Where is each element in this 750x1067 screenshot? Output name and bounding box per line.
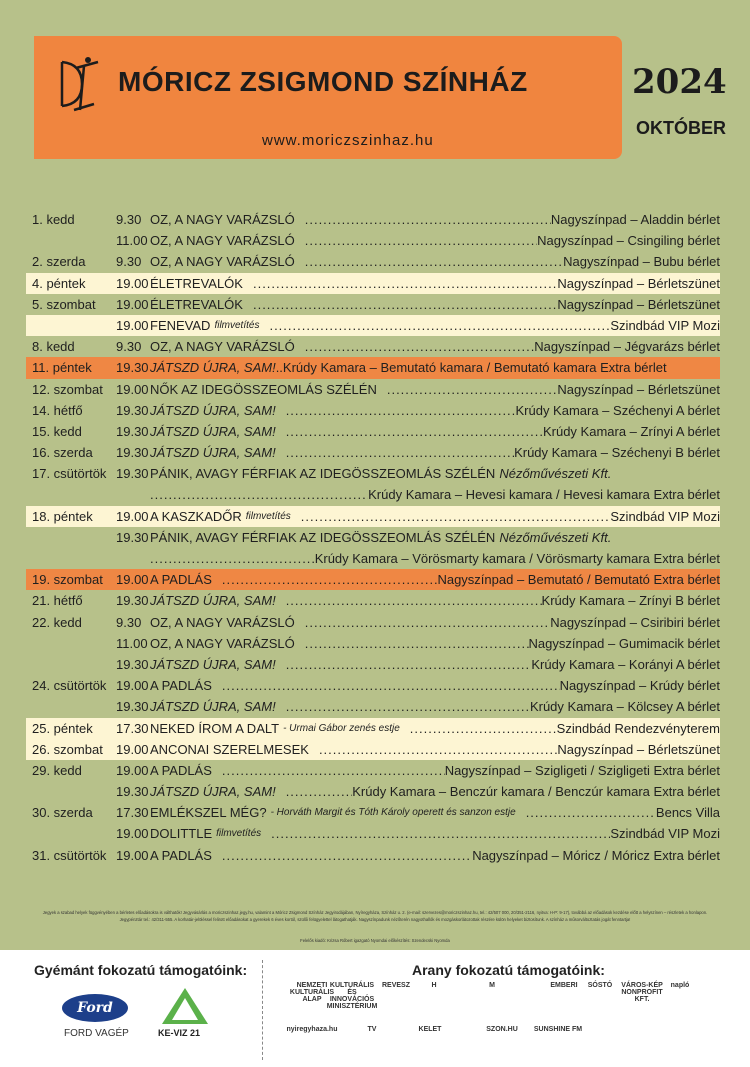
date-day: 1. kedd (32, 212, 75, 227)
row-content (150, 273, 720, 294)
venue-season: Nagyszínpad – Krúdy bérlet (559, 678, 720, 694)
row-content (150, 760, 720, 781)
header-banner (34, 36, 622, 159)
schedule-row (26, 336, 720, 357)
time: 17.30 (116, 720, 149, 736)
show-title: OZ, A NAGY VARÁZSLÓ (150, 635, 295, 651)
dot-leader (301, 506, 611, 527)
schedule-row (26, 442, 720, 463)
schedule-row (26, 273, 720, 294)
gold-sponsor-logo: napló (670, 982, 690, 989)
time: 9.30 (116, 254, 142, 270)
dot-leader (410, 718, 557, 739)
dot-leader (305, 251, 563, 272)
show-title: OZ, A NAGY VARÁZSLÓ (150, 254, 295, 270)
program-list (26, 209, 720, 866)
schedule-row (26, 294, 720, 315)
dot-leader (286, 654, 532, 675)
dot-leader (150, 484, 368, 505)
time: 9.30 (116, 339, 142, 355)
gold-sponsor-logo: nyiregyhaza.hu (286, 1026, 338, 1033)
time: 19.00 (116, 317, 149, 333)
time: 19.30 (116, 529, 149, 545)
divider (262, 960, 263, 1060)
show-title: A PADLÁS (150, 847, 212, 863)
schedule-row (26, 823, 720, 844)
dot-leader (286, 696, 530, 717)
schedule-row (26, 633, 720, 654)
gold-sponsors-heading: Arany fokozatú támogatóink: (412, 962, 605, 978)
date-day: 22. kedd (32, 614, 82, 630)
row-content (150, 633, 720, 654)
time: 19.30 (116, 466, 149, 482)
time: 17.30 (116, 805, 149, 821)
time: 19.00 (116, 275, 149, 291)
time: 19.00 (116, 296, 149, 312)
time: 19.00 (116, 847, 149, 863)
row-content (150, 421, 720, 442)
dot-leader (253, 273, 557, 294)
venue-season: Krúdy Kamara – Hevesi kamara / Hevesi kamara Extra bérlet (368, 487, 720, 503)
schedule-row (26, 612, 720, 633)
row-content (150, 357, 720, 378)
fineprint: Jegyek a szabad helyek függvényében a bérletes előadásokra is válthatók! Jegyvásárlás a moriczszinhaz.jegy.hu, valamint a Móricz Zsigmond Színház Jegyirodájában, Nyíregyháza, Színház u. 2. (e-mail: szervezes@moriczszinhaz.hu, tel.: 42/507 000, 20/351-2116, nyitva: H-P: 9-17), továbbá az előadások kezdése előtt a helyszínen – részletek a honlapon. Jegypénztár tel.: 42/311-555. A korhatár-jelöléssel felirott előadásokat a gyerekek 6 éves kortól, szülői felügyelettel látogathatják. Nagyszínpadunk nézőterén nagyothallók és mozgáskorlátozottak részére külön helyeket biztosítunk. A színház a műsorváltoztatás jogát fenntartja! (42, 910, 708, 922)
dot-leader (305, 612, 550, 633)
time: 19.00 (116, 678, 149, 694)
gold-sponsor-logo: SUNSHINE FM (533, 1026, 583, 1033)
schedule-row (26, 739, 720, 760)
venue-season: Krúdy Kamara – Kölcsey A bérlet (529, 699, 720, 715)
venue-season: Krúdy Kamara – Zrínyi A bérlet (542, 423, 720, 439)
date-day: 2. szerda (32, 254, 86, 270)
time: 19.30 (116, 656, 149, 672)
date-day: 16. szerda (32, 445, 93, 461)
show-note: - Urmai Gábor zenés estje (283, 722, 400, 734)
row-content (150, 675, 720, 696)
show-title: OZ, A NAGY VARÁZSLÓ (150, 212, 295, 227)
dot-leader (286, 421, 543, 442)
show-title: JÁTSZD ÚJRA, SAM! (150, 593, 276, 609)
dot-leader (286, 781, 353, 802)
row-content (150, 209, 720, 230)
dot-leader (271, 823, 610, 844)
schedule-row (26, 760, 720, 781)
date-day: 25. péntek (32, 720, 93, 736)
show-title: JÁTSZD ÚJRA, SAM! (150, 784, 276, 800)
row-content (150, 781, 720, 802)
show-title: A PADLÁS (150, 678, 212, 694)
schedule-row (26, 675, 720, 696)
show-title: OZ, A NAGY VARÁZSLÓ (150, 339, 295, 355)
row-content (150, 823, 720, 844)
dot-leader (222, 569, 438, 590)
row-content (150, 506, 720, 527)
venue-season: Nagyszínpad – Jégvarázs bérlet (534, 339, 720, 355)
venue-season: Szindbád VIP Mozi (610, 317, 720, 333)
ford-logo: Ford (62, 994, 128, 1022)
venue-season: Nagyszínpad – Bérletszünet (557, 275, 720, 291)
venue-season: Krúdy Kamara – Széchenyi B bérlet (514, 445, 720, 461)
show-title: DOLITTLE (150, 826, 213, 842)
date-day: 24. csütörtök (32, 678, 107, 694)
row-content (150, 548, 720, 569)
row-content (150, 251, 720, 272)
schedule-row (26, 845, 720, 866)
date-day: 11. péntek (32, 360, 92, 376)
diamond-sponsors-heading: Gyémánt fokozatú támogatóink: (34, 962, 248, 978)
time: 19.00 (116, 826, 149, 842)
time: 9.30 (116, 212, 142, 227)
schedule-row (26, 569, 720, 590)
row-content (150, 654, 720, 675)
show-title: PÁNIK, AVAGY FÉRFIAK AZ IDEGÖSSZEOMLÁS SZÉLÉN (150, 529, 496, 545)
row-content (150, 400, 720, 421)
gold-sponsor-logo: VÁROS-KÉP NONPROFIT KFT. (621, 982, 663, 1003)
date-day: 17. csütörtök (32, 466, 107, 482)
date-day: 15. kedd (32, 423, 82, 439)
show-title: A PADLÁS (150, 762, 212, 778)
show-title: JÁTSZD ÚJRA, SAM! (150, 423, 276, 439)
schedule-row (26, 696, 720, 717)
schedule-row (26, 357, 720, 378)
venue-season: Nagyszínpad – Bemutató / Bemutató Extra bérlet (437, 572, 720, 588)
schedule-row (26, 484, 720, 505)
row-content (150, 590, 720, 611)
show-note: filmvetítés (245, 510, 291, 522)
gold-sponsor-logo: SZON.HU (486, 1026, 518, 1033)
producer: Nézőművészeti Kft. (499, 466, 612, 482)
row-content (150, 739, 720, 760)
show-title: EMLÉKSZEL MÉG? (150, 805, 267, 821)
date-day: 4. péntek (32, 275, 86, 291)
time: 19.30 (116, 699, 149, 715)
dot-leader (286, 442, 514, 463)
show-title: ÉLETREVALÓK (150, 296, 243, 312)
venue-season: Nagyszínpad – Bérletszünet (557, 381, 720, 397)
row-content (150, 294, 720, 315)
venue-season: Szindbád Rendezvényterem (556, 720, 720, 736)
dot-leader (222, 845, 472, 866)
date-day: 12. szombat (32, 381, 103, 397)
venue-season: Nagyszínpad – Bubu bérlet (563, 254, 720, 270)
venue-season: Krúdy Kamara – Benczúr kamara / Benczúr kamara Extra bérlet (352, 784, 720, 800)
date-day: 14. hétfő (32, 402, 83, 418)
dot-leader (305, 209, 551, 230)
gold-sponsor-logo: SÓSTÓ (587, 982, 613, 989)
schedule-row (26, 209, 720, 230)
dot-leader (305, 633, 529, 654)
keviz-name: KE-VIZ 21 (158, 1028, 201, 1038)
show-title: NŐK AZ IDEGÖSSZEOMLÁS SZÉLÉN (150, 381, 377, 397)
venue-season: Krúdy Kamara – Zrínyi B bérlet (541, 593, 720, 609)
time: 19.30 (116, 445, 149, 461)
dot-leader (222, 760, 445, 781)
row-content (150, 484, 720, 505)
venue-season: Nagyszínpad – Csingiling bérlet (537, 233, 720, 249)
row-content (150, 315, 720, 336)
time: 19.00 (116, 381, 149, 397)
schedule-row (26, 548, 720, 569)
time: 19.00 (116, 762, 149, 778)
gold-sponsor-logo: H (431, 982, 437, 989)
dot-leader (387, 379, 558, 400)
show-title: JÁTSZD ÚJRA, SAM! (150, 402, 276, 418)
show-title: A KASZKADŐR (150, 508, 242, 524)
date-day: 31. csütörtök (32, 847, 107, 863)
dot-leader (319, 739, 557, 760)
gold-sponsor-logo: KELET (418, 1026, 442, 1033)
schedule-row (26, 506, 720, 527)
schedule-row (26, 463, 720, 484)
venue-season: Krúdy Kamara – Korányi A bérlet (531, 656, 720, 672)
date-day: 30. szerda (32, 805, 93, 821)
venue-season: Nagyszínpad – Szigligeti / Szigligeti Extra bérlet (444, 762, 720, 778)
dot-leader (222, 675, 560, 696)
show-note: filmvetítés (216, 828, 262, 840)
venue-season: Szindbád VIP Mozi (610, 508, 720, 524)
show-title: ANCONAI SZERELMESEK (150, 741, 309, 757)
dot-leader (305, 230, 537, 251)
dot-leader (526, 802, 656, 823)
schedule-row (26, 590, 720, 611)
schedule-row (26, 718, 720, 739)
date-day: 18. péntek (32, 508, 93, 524)
dot-leader (286, 590, 542, 611)
row-content (150, 802, 720, 823)
row-content (150, 230, 720, 251)
show-note: filmvetítés (214, 319, 260, 331)
dot-leader (269, 315, 610, 336)
schedule-row (26, 802, 720, 823)
show-note: - Horváth Margit és Tóth Károly operett és sanzon estje (270, 807, 516, 819)
time: 11.00 (116, 233, 148, 249)
show-title: OZ, A NAGY VARÁZSLÓ (150, 233, 295, 249)
venue-season: Krúdy Kamara – Széchenyi A bérlet (515, 402, 720, 418)
date-day: 26. szombat (32, 741, 103, 757)
row-content (150, 336, 720, 357)
producer: Nézőművészeti Kft. (499, 529, 612, 545)
keviz-logo-icon (160, 986, 210, 1026)
year: 2024 (632, 62, 727, 102)
sponsors-section (0, 950, 750, 1067)
venue-season: Nagyszínpad – Bérletszünet (557, 296, 720, 312)
show-title: A PADLÁS (150, 572, 212, 588)
row-content (150, 718, 720, 739)
row-content (150, 442, 720, 463)
row-content (150, 845, 720, 866)
time: 19.30 (116, 423, 149, 439)
venue-season: Bencs Villa (655, 805, 720, 821)
schedule-row (26, 421, 720, 442)
venue-season: Nagyszínpad – Gumimacik bérlet (528, 635, 720, 651)
show-title: OZ, A NAGY VARÁZSLÓ (150, 614, 295, 630)
time: 19.00 (116, 508, 149, 524)
date-day: 29. kedd (32, 762, 82, 778)
show-title: JÁTSZD ÚJRA, SAM! (150, 445, 276, 461)
schedule-row (26, 379, 720, 400)
gold-sponsor-logo: NEMZETI KULTURÁLIS ALAP (289, 982, 335, 1003)
schedule-row (26, 230, 720, 251)
schedule-row (26, 781, 720, 802)
time: 19.30 (116, 402, 149, 418)
row-content (150, 527, 720, 548)
ford-vagep-name: FORD VAGÉP (64, 1028, 129, 1039)
venue-season: Szindbád VIP Mozi (610, 826, 720, 842)
show-title: ÉLETREVALÓK (150, 275, 243, 291)
show-title: JÁTSZD ÚJRA, SAM! (150, 656, 276, 672)
show-title: JÁTSZD ÚJRA, SAM! (150, 360, 276, 376)
schedule-row (26, 400, 720, 421)
month: OKTÓBER (636, 118, 726, 138)
venue-season: Nagyszínpad – Aladdin bérlet (550, 212, 720, 227)
time: 19.30 (116, 784, 149, 800)
row-content (150, 612, 720, 633)
time: 19.30 (116, 593, 149, 609)
show-title: PÁNIK, AVAGY FÉRFIAK AZ IDEGÖSSZEOMLÁS SZÉLÉN (150, 466, 496, 482)
date-day: 5. szombat (32, 296, 96, 312)
time: 9.30 (116, 614, 142, 630)
schedule-row (26, 527, 720, 548)
gold-sponsor-logo: EMBERI (550, 982, 578, 989)
time: 19.30 (116, 360, 149, 376)
venue-season: ..Krúdy Kamara – Bemutató kamara / Bemutató kamara Extra bérlet (275, 360, 667, 376)
schedule-row (26, 654, 720, 675)
fineprint-publisher: Felelős kiadó: Krizsa Róbert igazgató Nyomdai előkészítés: Szendecski Nyomda (300, 938, 450, 943)
venue-season: Nagyszínpad – Bérletszünet (557, 741, 720, 757)
show-title: FENEVAD (150, 317, 211, 333)
show-title: JÁTSZD ÚJRA, SAM! (150, 699, 276, 715)
date-day: 21. hétfő (32, 593, 83, 609)
dot-leader (253, 294, 557, 315)
time: 19.00 (116, 741, 149, 757)
row-content (150, 696, 720, 717)
schedule-row (26, 251, 720, 272)
gold-sponsor-logo: REVESZ (381, 982, 410, 989)
dot-leader (150, 548, 315, 569)
row-content (150, 569, 720, 590)
theatre-title: MÓRICZ ZSIGMOND SZÍNHÁZ (118, 66, 528, 97)
schedule-row (26, 315, 720, 336)
time: 19.00 (116, 572, 149, 588)
dot-leader (305, 336, 535, 357)
gold-sponsor-logo: M (489, 982, 495, 989)
venue-season: Nagyszínpad – Móricz / Móricz Extra bérlet (472, 847, 720, 863)
theatre-logo-icon (54, 54, 104, 114)
gold-sponsor-logo: KULTURÁLIS ÉS INNOVÁCIÓS MINISZTÉRIUM (326, 982, 378, 1010)
gold-sponsor-logo: TV (367, 1026, 377, 1033)
row-content (150, 463, 720, 484)
venue-season: Nagyszínpad – Csiribiri bérlet (550, 614, 720, 630)
row-content (150, 379, 720, 400)
website-link[interactable]: www.moriczszinhaz.hu (262, 132, 434, 149)
time: 11.00 (116, 635, 148, 651)
dot-leader (286, 400, 516, 421)
date-day: 19. szombat (32, 572, 103, 588)
date-day: 8. kedd (32, 339, 75, 355)
show-title: NEKED ÍROM A DALT (150, 720, 280, 736)
venue-season: Krúdy Kamara – Vörösmarty kamara / Vörösmarty kamara Extra bérlet (314, 551, 720, 566)
